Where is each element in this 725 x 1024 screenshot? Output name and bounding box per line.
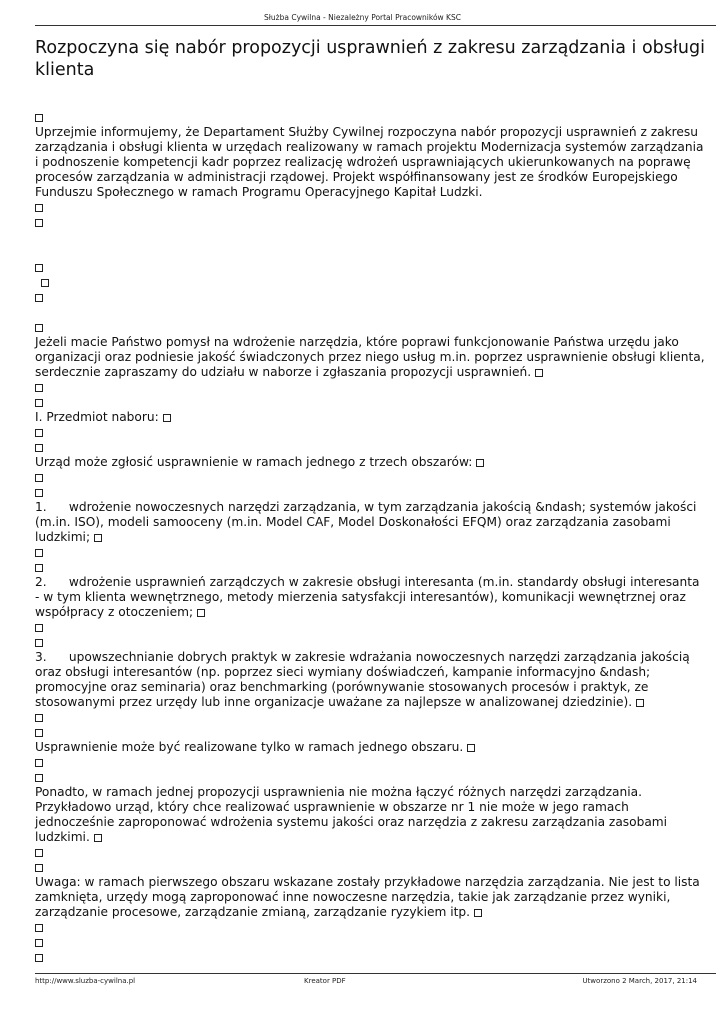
empty-box-icon bbox=[35, 624, 43, 632]
empty-box-icon bbox=[35, 549, 43, 557]
no-combining-text: Ponadto, w ramach jednej propozycji usprawnienia nie można łączyć różnych narzędzi zarządzania. Przykładowo urząd, który chce realizować usprawnienie w obszarze nr 1 nie może w jego ramach jednocześnie zaproponować wdrożenia systemu jakości oraz narzędzia z zakresu zarządzania zasobami ludzkimi. bbox=[35, 785, 668, 844]
empty-box-icon bbox=[35, 864, 43, 872]
list-item bbox=[35, 575, 705, 620]
empty-box-icon bbox=[35, 939, 43, 947]
single-area-paragraph bbox=[35, 740, 705, 755]
empty-box-icon bbox=[35, 324, 43, 332]
empty-box-icon bbox=[163, 414, 171, 422]
empty-box-icon bbox=[467, 744, 475, 752]
note-text: Uwaga: w ramach pierwszego obszaru wskazane zostały przykładowe narzędzia zarządzania. Nie jest to lista zamknięta, urzędy mogą zaproponować inne nowoczesne narzędzia, takie jak zarządzanie przez wyniki, zarządzanie procesowe, zarządzanie zmianą, zarządzanie ryzykiem itp. bbox=[35, 875, 700, 919]
note-paragraph bbox=[35, 875, 705, 920]
empty-box-icon bbox=[35, 264, 43, 272]
single-area-text: Usprawnienie może być realizowane tylko w ramach jednego obszaru. bbox=[35, 740, 464, 754]
footer-created: Utworzono 2 March, 2017, 21:14 bbox=[582, 977, 697, 985]
empty-box-icon bbox=[94, 534, 102, 542]
empty-box-icon bbox=[35, 294, 43, 302]
empty-box-icon bbox=[636, 699, 644, 707]
empty-box-icon bbox=[35, 474, 43, 482]
empty-box-icon bbox=[197, 609, 205, 617]
empty-box-icon bbox=[474, 909, 482, 917]
areas-intro bbox=[35, 455, 705, 470]
empty-box-icon bbox=[41, 279, 49, 287]
empty-box-icon bbox=[535, 369, 543, 377]
empty-box-icon bbox=[35, 714, 43, 722]
item-number: 1. bbox=[35, 500, 47, 514]
empty-box-icon bbox=[35, 219, 43, 227]
empty-box-icon bbox=[35, 399, 43, 407]
item-text: upowszechnianie dobrych praktyk w zakresie wdrażania nowoczesnych narzędzi zarządzania jakością oraz obsługi interesantów (np. poprzez sieci wymiany doświadczeń, kampanie informacyjno &ndash; promocyjne oraz seminaria) oraz benchmarking (porównywanie stosowanych procesów i praktyk, ze stosowanymi przez urzędy lub inne organizacje uważane za najlepsze w analizowanej dziedzinie). bbox=[35, 650, 690, 709]
invitation-text: Jeżeli macie Państwo pomysł na wdrożenie narzędzia, które poprawi funkcjonowanie Państwa urzędu jako organizacji oraz podniesie jakość świadczonych przez niego usług m.in. poprzez usprawnienie obsługi klienta, serdecznie zapraszamy do udziału w naborze i zgłaszania propozycji usprawnień. bbox=[35, 335, 705, 379]
item-number: 3. bbox=[35, 650, 47, 664]
empty-box-icon bbox=[35, 729, 43, 737]
footer-url[interactable]: http://www.sluzba-cywilna.pl bbox=[35, 977, 136, 985]
empty-box-icon bbox=[94, 834, 102, 842]
empty-box-icon bbox=[35, 639, 43, 647]
item-text: wdrożenie nowoczesnych narzędzi zarządzania, w tym zarządzania jakością &ndash; systemów jakości (m.in. ISO), modeli samooceny (m.in. Model CAF, Model Doskonałości EFQM) oraz zarządzania zasobami ludzkimi; bbox=[35, 500, 697, 544]
intro-paragraph: Uprzejmie informujemy, że Departament Służby Cywilnej rozpoczyna nabór propozycji usprawnień z zakresu zarządzania i obsługi klienta w urzędach realizowany w ramach projektu Modernizacja systemów zarządzania i podnoszenie kompetencji kadr poprzez realizację wdrożeń usprawniających ukierunkowanych na poprawę procesów zarządzania w administracji rządowej. Projekt współfinansowany jest ze środków Europejskiego Funduszu Społecznego w ramach Programu Operacyjnego Kapitał Ludzki. bbox=[35, 125, 704, 199]
footer-generator: Kreator PDF bbox=[304, 977, 346, 985]
empty-box-icon bbox=[35, 849, 43, 857]
no-combining-paragraph bbox=[35, 785, 705, 845]
footer-divider bbox=[35, 973, 716, 974]
empty-box-icon bbox=[35, 444, 43, 452]
article-title: Rozpoczyna się nabór propozycji usprawnień z zakresu zarządzania i obsługi klienta bbox=[35, 38, 705, 80]
section-heading bbox=[35, 410, 705, 425]
empty-box-icon bbox=[35, 564, 43, 572]
item-text: wdrożenie usprawnień zarządczych w zakresie obsługi interesanta (m.in. standardy obsługi interesanta - w tym klienta wewnętrznego, metody mierzenia satysfakcji interesantów), komunikacji wewnętrznej oraz współpracy z otoczeniem; bbox=[35, 575, 700, 619]
article-body bbox=[35, 110, 705, 965]
section-heading-text: I. Przedmiot naboru: bbox=[35, 410, 159, 424]
empty-box-icon bbox=[35, 774, 43, 782]
empty-box-icon bbox=[35, 924, 43, 932]
invitation-paragraph bbox=[35, 335, 705, 380]
empty-box-icon bbox=[35, 384, 43, 392]
empty-box-icon bbox=[35, 489, 43, 497]
item-number: 2. bbox=[35, 575, 47, 589]
empty-box-icon bbox=[35, 954, 43, 962]
list-item bbox=[35, 500, 705, 545]
header-divider bbox=[35, 25, 716, 26]
page-footer bbox=[35, 977, 716, 987]
list-item bbox=[35, 650, 705, 710]
areas-intro-text: Urząd może zgłosić usprawnienie w ramach jednego z trzech obszarów: bbox=[35, 455, 473, 469]
empty-box-icon bbox=[476, 459, 484, 467]
empty-box-icon bbox=[35, 759, 43, 767]
empty-box-icon bbox=[35, 114, 43, 122]
empty-box-icon bbox=[35, 429, 43, 437]
empty-box-icon bbox=[35, 204, 43, 212]
site-header: Służba Cywilna - Niezależny Portal Pracowników KSC bbox=[264, 13, 461, 22]
